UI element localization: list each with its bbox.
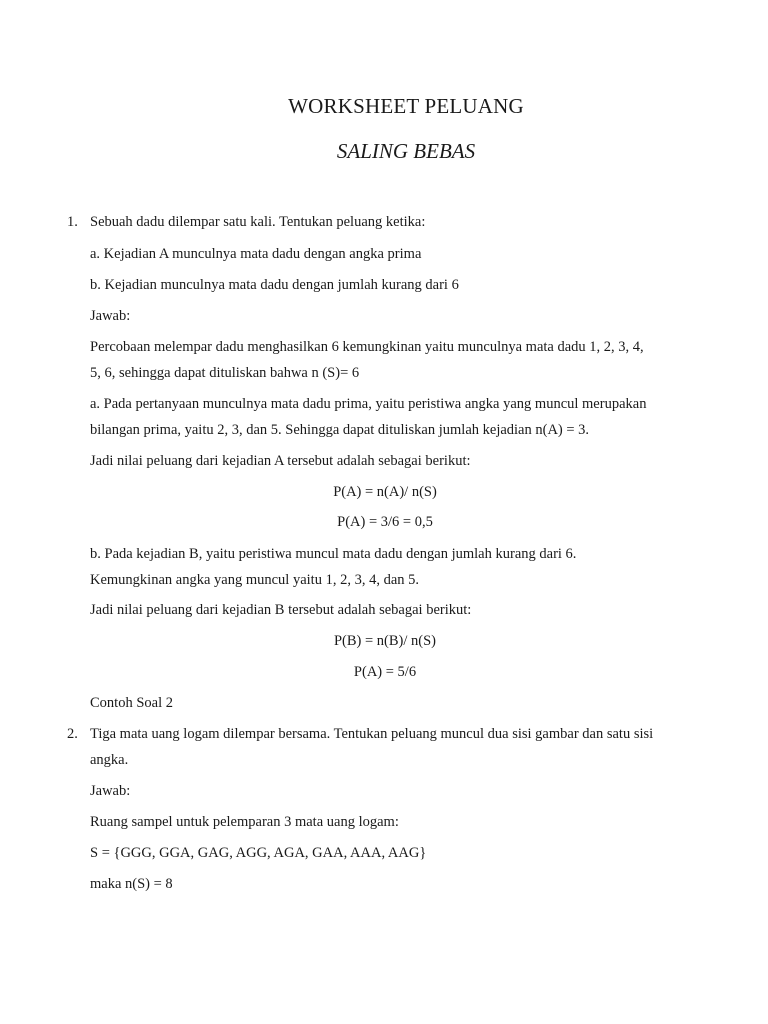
question-1-a-formula-2: P(A) = 3/6 = 0,5 xyxy=(337,514,433,530)
question-1-a-line-2: bilangan prima, yaitu 2, 3, dan 5. Sehingga dapat dituliskan jumlah kejadian n(A) = 3. xyxy=(90,422,590,438)
question-1-intro-line-2: 5, 6, sehingga dapat dituliskan bahwa n (S)= 6 xyxy=(90,365,360,381)
question-2-sample-space: S = {GGG, GGA, GAG, AGG, AGA, GAA, AAA, AAG} xyxy=(90,845,427,861)
question-2-answer-label: Jawab: xyxy=(90,783,131,799)
question-2-line-1: Ruang sampel untuk pelemparan 3 mata uang logam: xyxy=(90,814,399,830)
question-1-a-line-1: a. Pada pertanyaan munculnya mata dadu prima, yaitu peristiwa angka yang muncul merupakan xyxy=(90,396,647,412)
page-subtitle: SALING BEBAS xyxy=(336,139,476,163)
question-2-text-line-2: angka. xyxy=(90,752,129,768)
question-1-intro-line-1: Percobaan melempar dadu menghasilkan 6 kemungkinan yaitu munculnya mata dadu 1, 2, 3, 4, xyxy=(90,339,644,355)
question-2-number: 2. xyxy=(67,726,78,742)
question-1-b-formula-1: P(B) = n(B)/ n(S) xyxy=(333,633,437,649)
question-1-part-a: a. Kejadian A munculnya mata dadu dengan angka prima xyxy=(90,246,422,262)
question-1-b-line-2: Kemungkinan angka yang muncul yaitu 1, 2, 3, 4, dan 5. xyxy=(90,572,420,588)
question-1-text: Sebuah dadu dilempar satu kali. Tentukan peluang ketika: xyxy=(90,214,426,230)
question-1-a-line-3: Jadi nilai peluang dari kejadian A tersebut adalah sebagai berikut: xyxy=(90,453,471,469)
example-label: Contoh Soal 2 xyxy=(90,695,173,711)
question-1-b-formula-2: P(A) = 5/6 xyxy=(353,664,417,680)
question-1-answer-label: Jawab: xyxy=(90,308,131,324)
question-2-text-line-1: Tiga mata uang logam dilempar bersama. Tentukan peluang muncul dua sisi gambar dan satu sisi xyxy=(90,726,654,742)
page-title: WORKSHEET PELUANG xyxy=(288,94,524,118)
question-2-ns: maka n(S) = 8 xyxy=(90,876,173,892)
question-1-number: 1. xyxy=(67,214,78,230)
question-1-a-formula-1: P(A) = n(A)/ n(S) xyxy=(333,484,437,500)
question-1-b-line-3: Jadi nilai peluang dari kejadian B tersebut adalah sebagai berikut: xyxy=(90,602,472,618)
question-1-part-b: b. Kejadian munculnya mata dadu dengan jumlah kurang dari 6 xyxy=(90,277,459,293)
question-1-b-line-1: b. Pada kejadian B, yaitu peristiwa muncul mata dadu dengan jumlah kurang dari 6. xyxy=(90,546,577,562)
